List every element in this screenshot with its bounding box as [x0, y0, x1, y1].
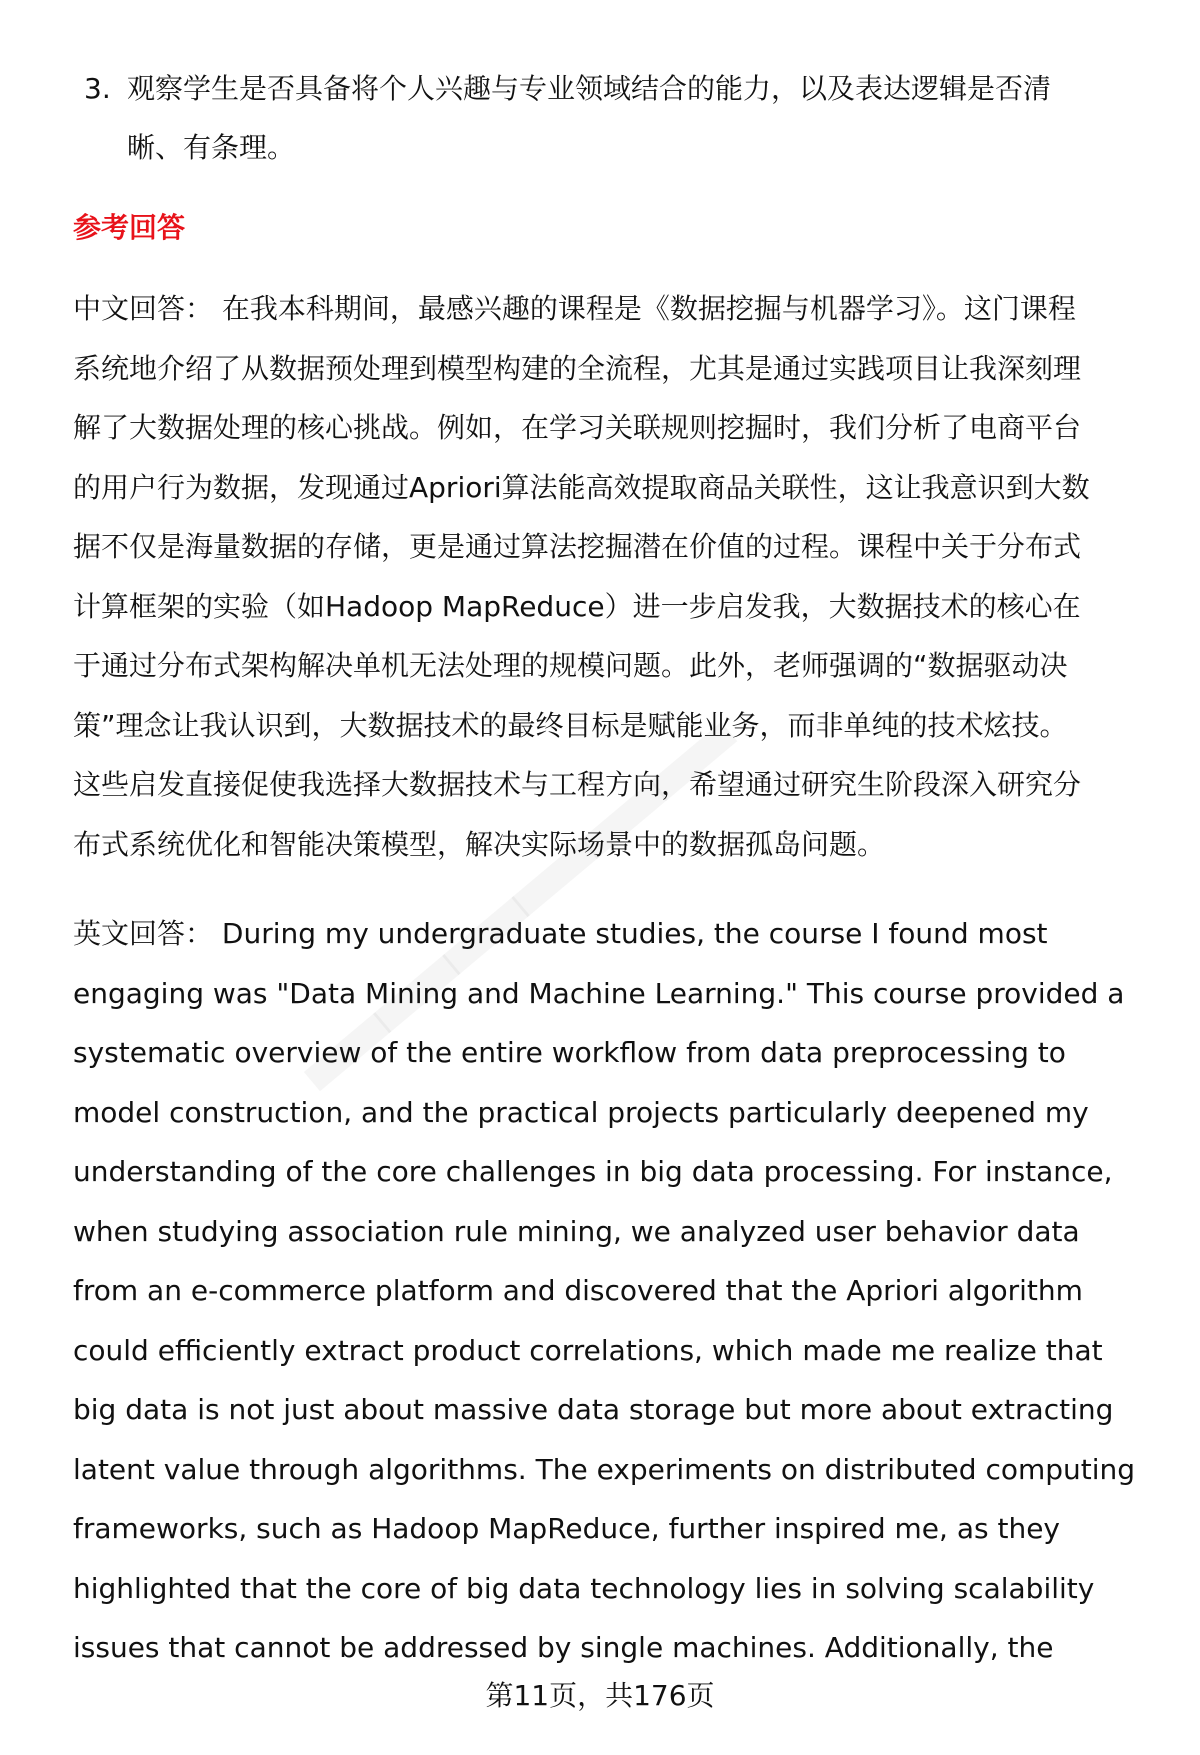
paragraph-line: issues that cannot be addressed by single machines. Additionally, the	[73, 1631, 1054, 1664]
paragraph-line: latent value through algorithms. The experiments on distributed computing	[73, 1452, 1136, 1486]
list-item-line: 观察学生是否具备将个人兴趣与专业领域结合的能力，以及表达逻辑是否清	[127, 72, 1052, 105]
paragraph-line: 于通过分布式架构解决单机无法处理的规模问题。此外，老师强调的“数据驱动决	[73, 649, 1068, 682]
paragraph-line: 布式系统优化和智能决策模型，解决实际场景中的数据孤岛问题。	[73, 827, 886, 861]
paragraph-line: when studying association rule mining, we analyzed user behavior data	[73, 1214, 1080, 1248]
list-number: 3.	[84, 72, 111, 105]
paragraph-line: 英文回答： During my undergraduate studies, the course I found most	[73, 917, 1048, 950]
paragraph-line: systematic overview of the entire workflow from data preprocessing to	[73, 1036, 1066, 1069]
paragraph-line: highlighted that the core of big data technology lies in solving scalability	[73, 1571, 1095, 1605]
paragraph-line: engaging was "Data Mining and Machine Learning." This course provided a	[73, 976, 1125, 1010]
paragraph-line: could efficiently extract product correlations, which made me realize that	[73, 1333, 1103, 1367]
paragraph-line: understanding of the core challenges in big data processing. For instance,	[73, 1155, 1113, 1188]
paragraph-line: big data is not just about massive data storage but more about extracting	[73, 1393, 1114, 1426]
paragraph-line: from an e-commerce platform and discovered that the Apriori algorithm	[73, 1274, 1083, 1307]
paragraph-line: model construction, and the practical projects particularly deepened my	[73, 1095, 1089, 1129]
paragraph-line: 这些启发直接促使我选择大数据技术与工程方向，希望通过研究生阶段深入研究分	[73, 768, 1082, 801]
paragraph-line: 计算框架的实验（如Hadoop MapReduce）进一步启发我，大数据技术的核心在	[73, 589, 1081, 623]
paragraph-line: 的用户行为数据，发现通过Apriori算法能高效提取商品关联性，这让我意识到大数	[73, 470, 1090, 504]
paragraph-line: frameworks, such as Hadoop MapReduce, further inspired me, as they	[73, 1512, 1060, 1545]
section-heading: 参考回答	[73, 211, 186, 244]
paragraph-line: 据不仅是海量数据的存储，更是通过算法挖掘潜在价值的过程。课程中关于分布式	[73, 530, 1082, 563]
page-footer: 第11页，共176页	[485, 1679, 715, 1712]
list-item-line: 晰、有条理。	[127, 131, 296, 164]
paragraph-line: 策”理念让我认识到，大数据技术的最终目标是赋能业务，而非单纯的技术炫技。	[73, 708, 1068, 742]
paragraph-line: 中文回答： 在我本科期间，最感兴趣的课程是《数据挖掘与机器学习》。这门课程	[73, 292, 1076, 325]
paragraph-line: 系统地介绍了从数据预处理到模型构建的全流程，尤其是通过实践项目让我深刻理	[73, 351, 1082, 385]
paragraph-line: 解了大数据处理的核心挑战。例如，在学习关联规则挖掘时，我们分析了电商平台	[73, 411, 1082, 444]
